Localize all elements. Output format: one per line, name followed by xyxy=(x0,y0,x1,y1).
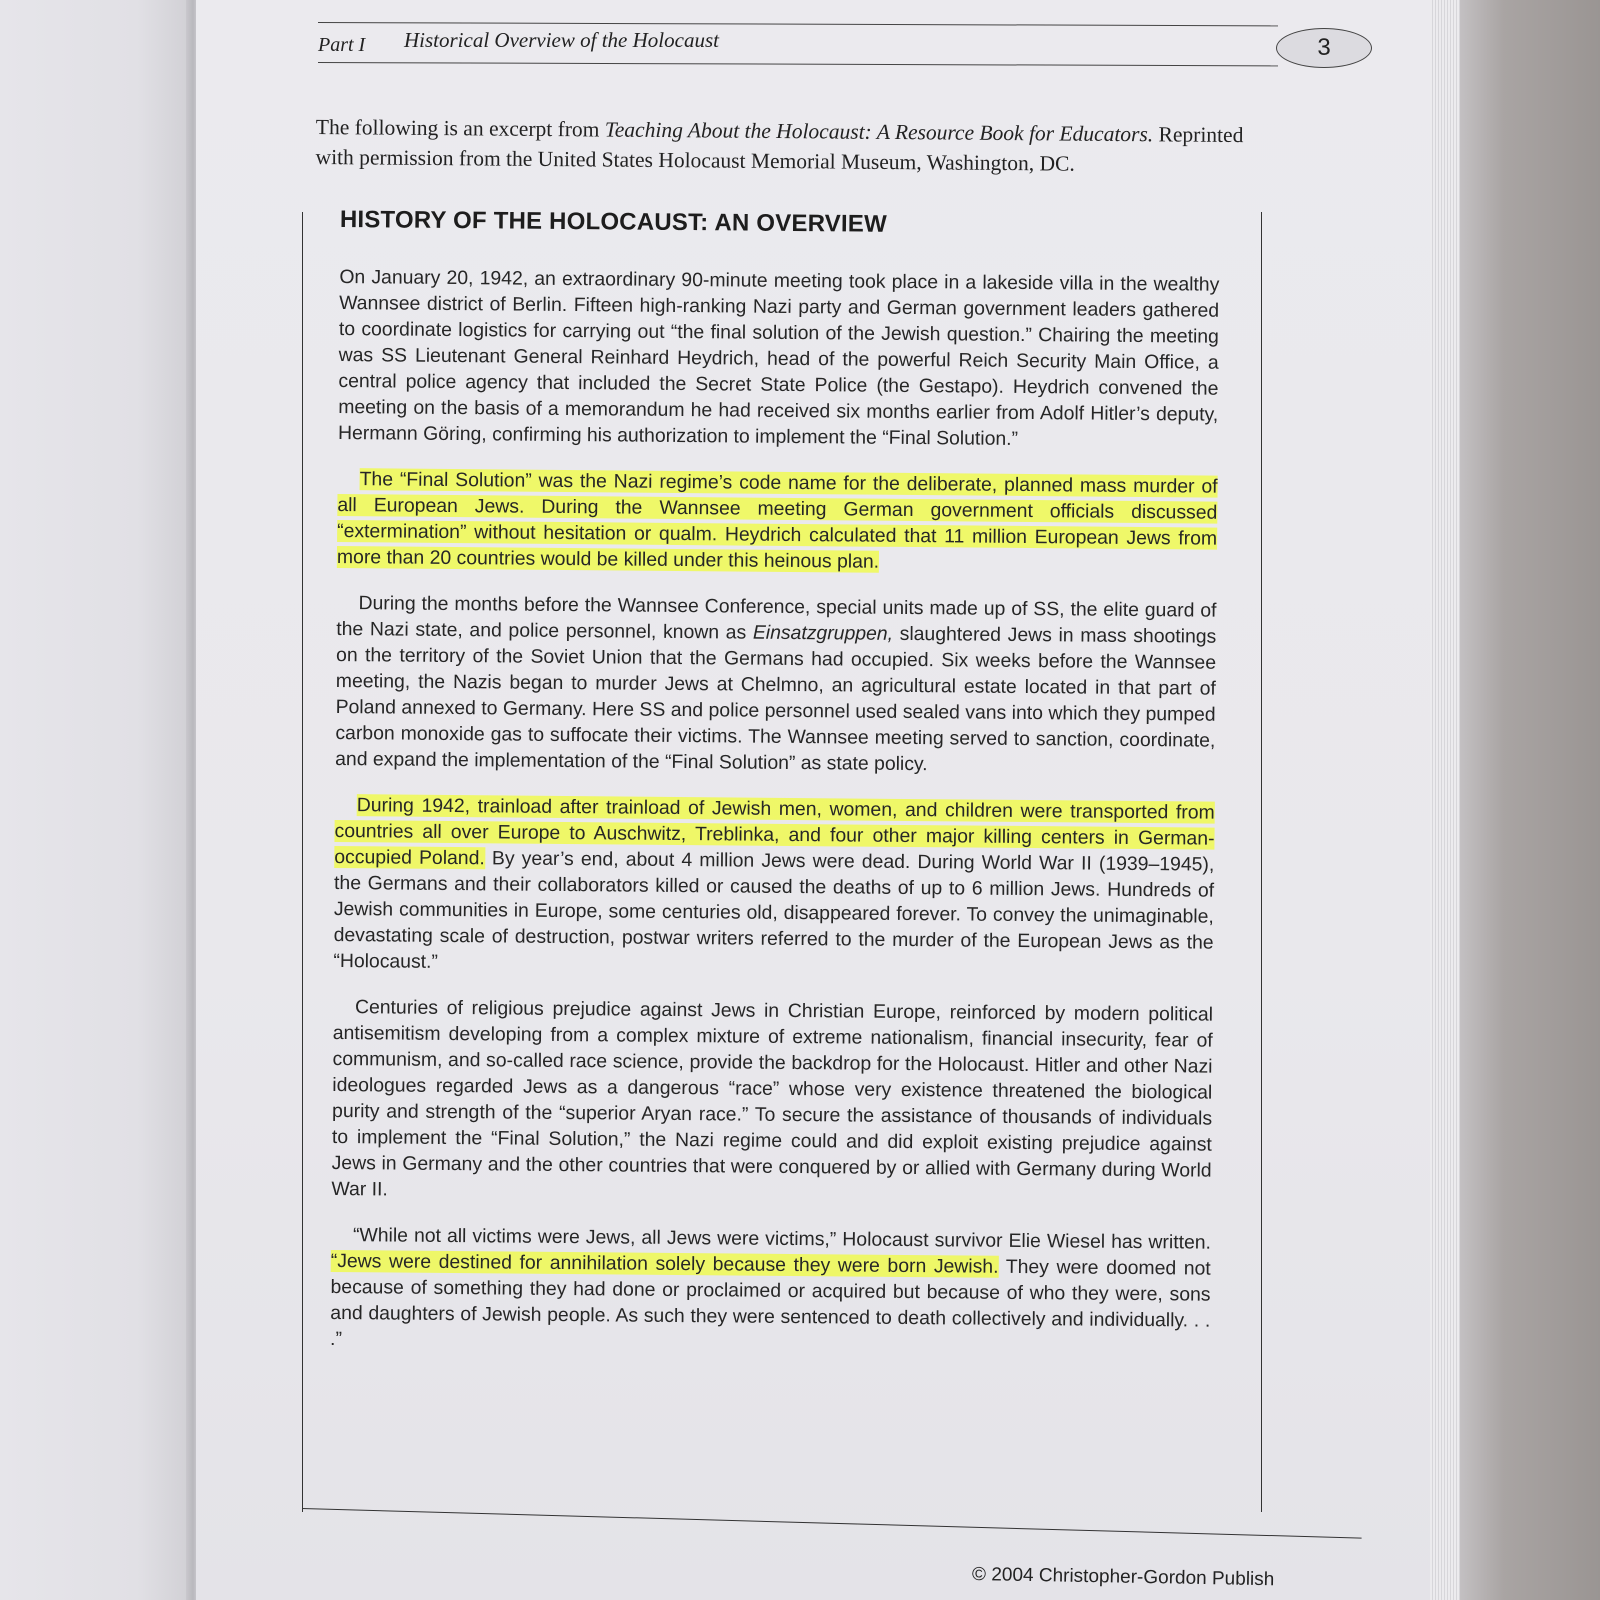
part-label: Part I xyxy=(318,34,366,56)
left-page xyxy=(0,0,196,1600)
header-rule-bottom xyxy=(318,62,1278,66)
paragraph-4-text: By year’s end, about 4 million Jews were dead. During World War II (1939–1945), the Germans and their collaborators killed or caused the deaths of up to 6 million Jews. Hundreds of Jewish communities in Europe, some centuries old, disappeared forever. To convey the unimaginable, devastating scale of destruction, postwar writers referred to the murder of the European Jews as the “Holocaust.” xyxy=(333,847,1215,973)
wiesel-quote-intro: “While not all victims were Jews, all Jews were victims,” Holocaust survivor Elie Wiesel has written. xyxy=(352,1224,1212,1254)
wiesel-quote-rest: They were doomed not because of something they had done or proclaimed or acquired but because of who they were, sons and daughters of Jewish people. As such they were sentenced to death collectively and individually. . . .” xyxy=(330,1255,1211,1351)
section-title: Historical Overview of the Holocaust xyxy=(404,28,719,52)
book-page xyxy=(196,0,1440,1600)
background-table xyxy=(1440,0,1600,1600)
paragraph-2 xyxy=(337,466,1218,578)
paragraph-6 xyxy=(330,1222,1211,1360)
paragraph-3-text-a: During the months before the Wannsee Conference, special units made up of SS, the elite guard of the Nazi state, and police personnel, known as xyxy=(336,592,1217,644)
article-title: HISTORY OF THE HOLOCAUST: AN OVERVIEW xyxy=(339,206,887,238)
paragraph-5: Centuries of religious prejudice against Jews in Christian Europe, reinforced by modern political antisemitism developing from a complex mixture of extreme nationalism, financial insecurity, fear of communism, and so-called race science, provide the backdrop for the Holocaust. Hitler and other Nazi ideologues regarded Jews as a dangerous “race” whose very existence threatened the biological purity and strength of the “superior Aryan race.” To secure the assistance of thousands of individuals to implement the “Final Solution,” the Nazi regime could and did exploit existing prejudice against Jews in Germany and the other countries that were conquered by or allied with Germany during World War II. xyxy=(331,996,1214,1201)
paragraph-3-text-b: slaughtered Jews in mass shootings on the territory of the Soviet Union that the Germans had occupied. Six weeks before the Wannsee meeting, the Nazis began to murder Jews at Chelmno, an agricultural estate located in that part of Poland annexed to Germany. Here SS and police personnel used sealed vans into which they pumped carbon monoxide gas to suffocate their victims. The Wannsee meeting served to sanction, coordinate, and expand the implementation of the “Final Solution” as state policy. xyxy=(335,622,1217,776)
article xyxy=(330,206,1220,1380)
credit-text-end: Reprinted with permission from the United States Holocaust Memorial Museum, Washington, DC. xyxy=(315,122,1244,176)
page-edges xyxy=(1430,0,1460,1600)
highlighted-passage: The “Final Solution” was the Nazi regime’s code name for the deliberate, planned mass murder of all European Jews. During the Wannsee meeting German government officials discussed “extermination” without hesitation or qualm. Heydrich calculated that 11 million European Jews from more than 20 countries would be killed under this heinous plan. xyxy=(336,468,1218,573)
paragraph-4 xyxy=(333,792,1215,982)
credit-text-start: The following is an excerpt from xyxy=(315,114,605,142)
header-rule-top xyxy=(318,22,1278,26)
einsatzgruppen-term: Einsatzgruppen, xyxy=(752,621,894,645)
footer-rule xyxy=(302,1508,1362,1539)
copyright-notice: © 2004 Christopher-Gordon Publish xyxy=(971,1564,1275,1591)
excerpt-credit xyxy=(315,112,1275,180)
page-number: 3 xyxy=(1276,28,1372,68)
highlighted-passage: During 1942, trainload after trainload of Jewish men, women, and children were transported from countries all over Europe to Auschwitz, Treblinka, and four other major killing centers in German-occupied Poland. xyxy=(334,794,1215,870)
paragraph-1: On January 20, 1942, an extraordinary 90-minute meeting took place in a lakeside villa in the wealthy Wannsee district of Berlin. Fifteen high-ranking Nazi party and German government leaders gathered to coordinate logistics for carrying out “the final solution of the Jewish question.” Chairing the meeting was SS Lieutenant General Reinhard Heydrich, head of the powerful Reich Security Main Office, a central police agency that included the Secret State Police (the Gestapo). Heydrich convened the meeting on the basis of a memorandum he had received six months earlier from Adolf Hitler’s deputy, Hermann Göring, confirming his authorization to implement the “Final Solution.” xyxy=(337,265,1220,450)
book-title: Teaching About the Holocaust: A Resource Book for Educators. xyxy=(604,117,1154,147)
paragraph-3 xyxy=(335,590,1217,780)
highlighted-passage: “Jews were destined for annihilation solely because they were born Jewish. xyxy=(330,1249,999,1278)
running-header xyxy=(318,22,1348,70)
